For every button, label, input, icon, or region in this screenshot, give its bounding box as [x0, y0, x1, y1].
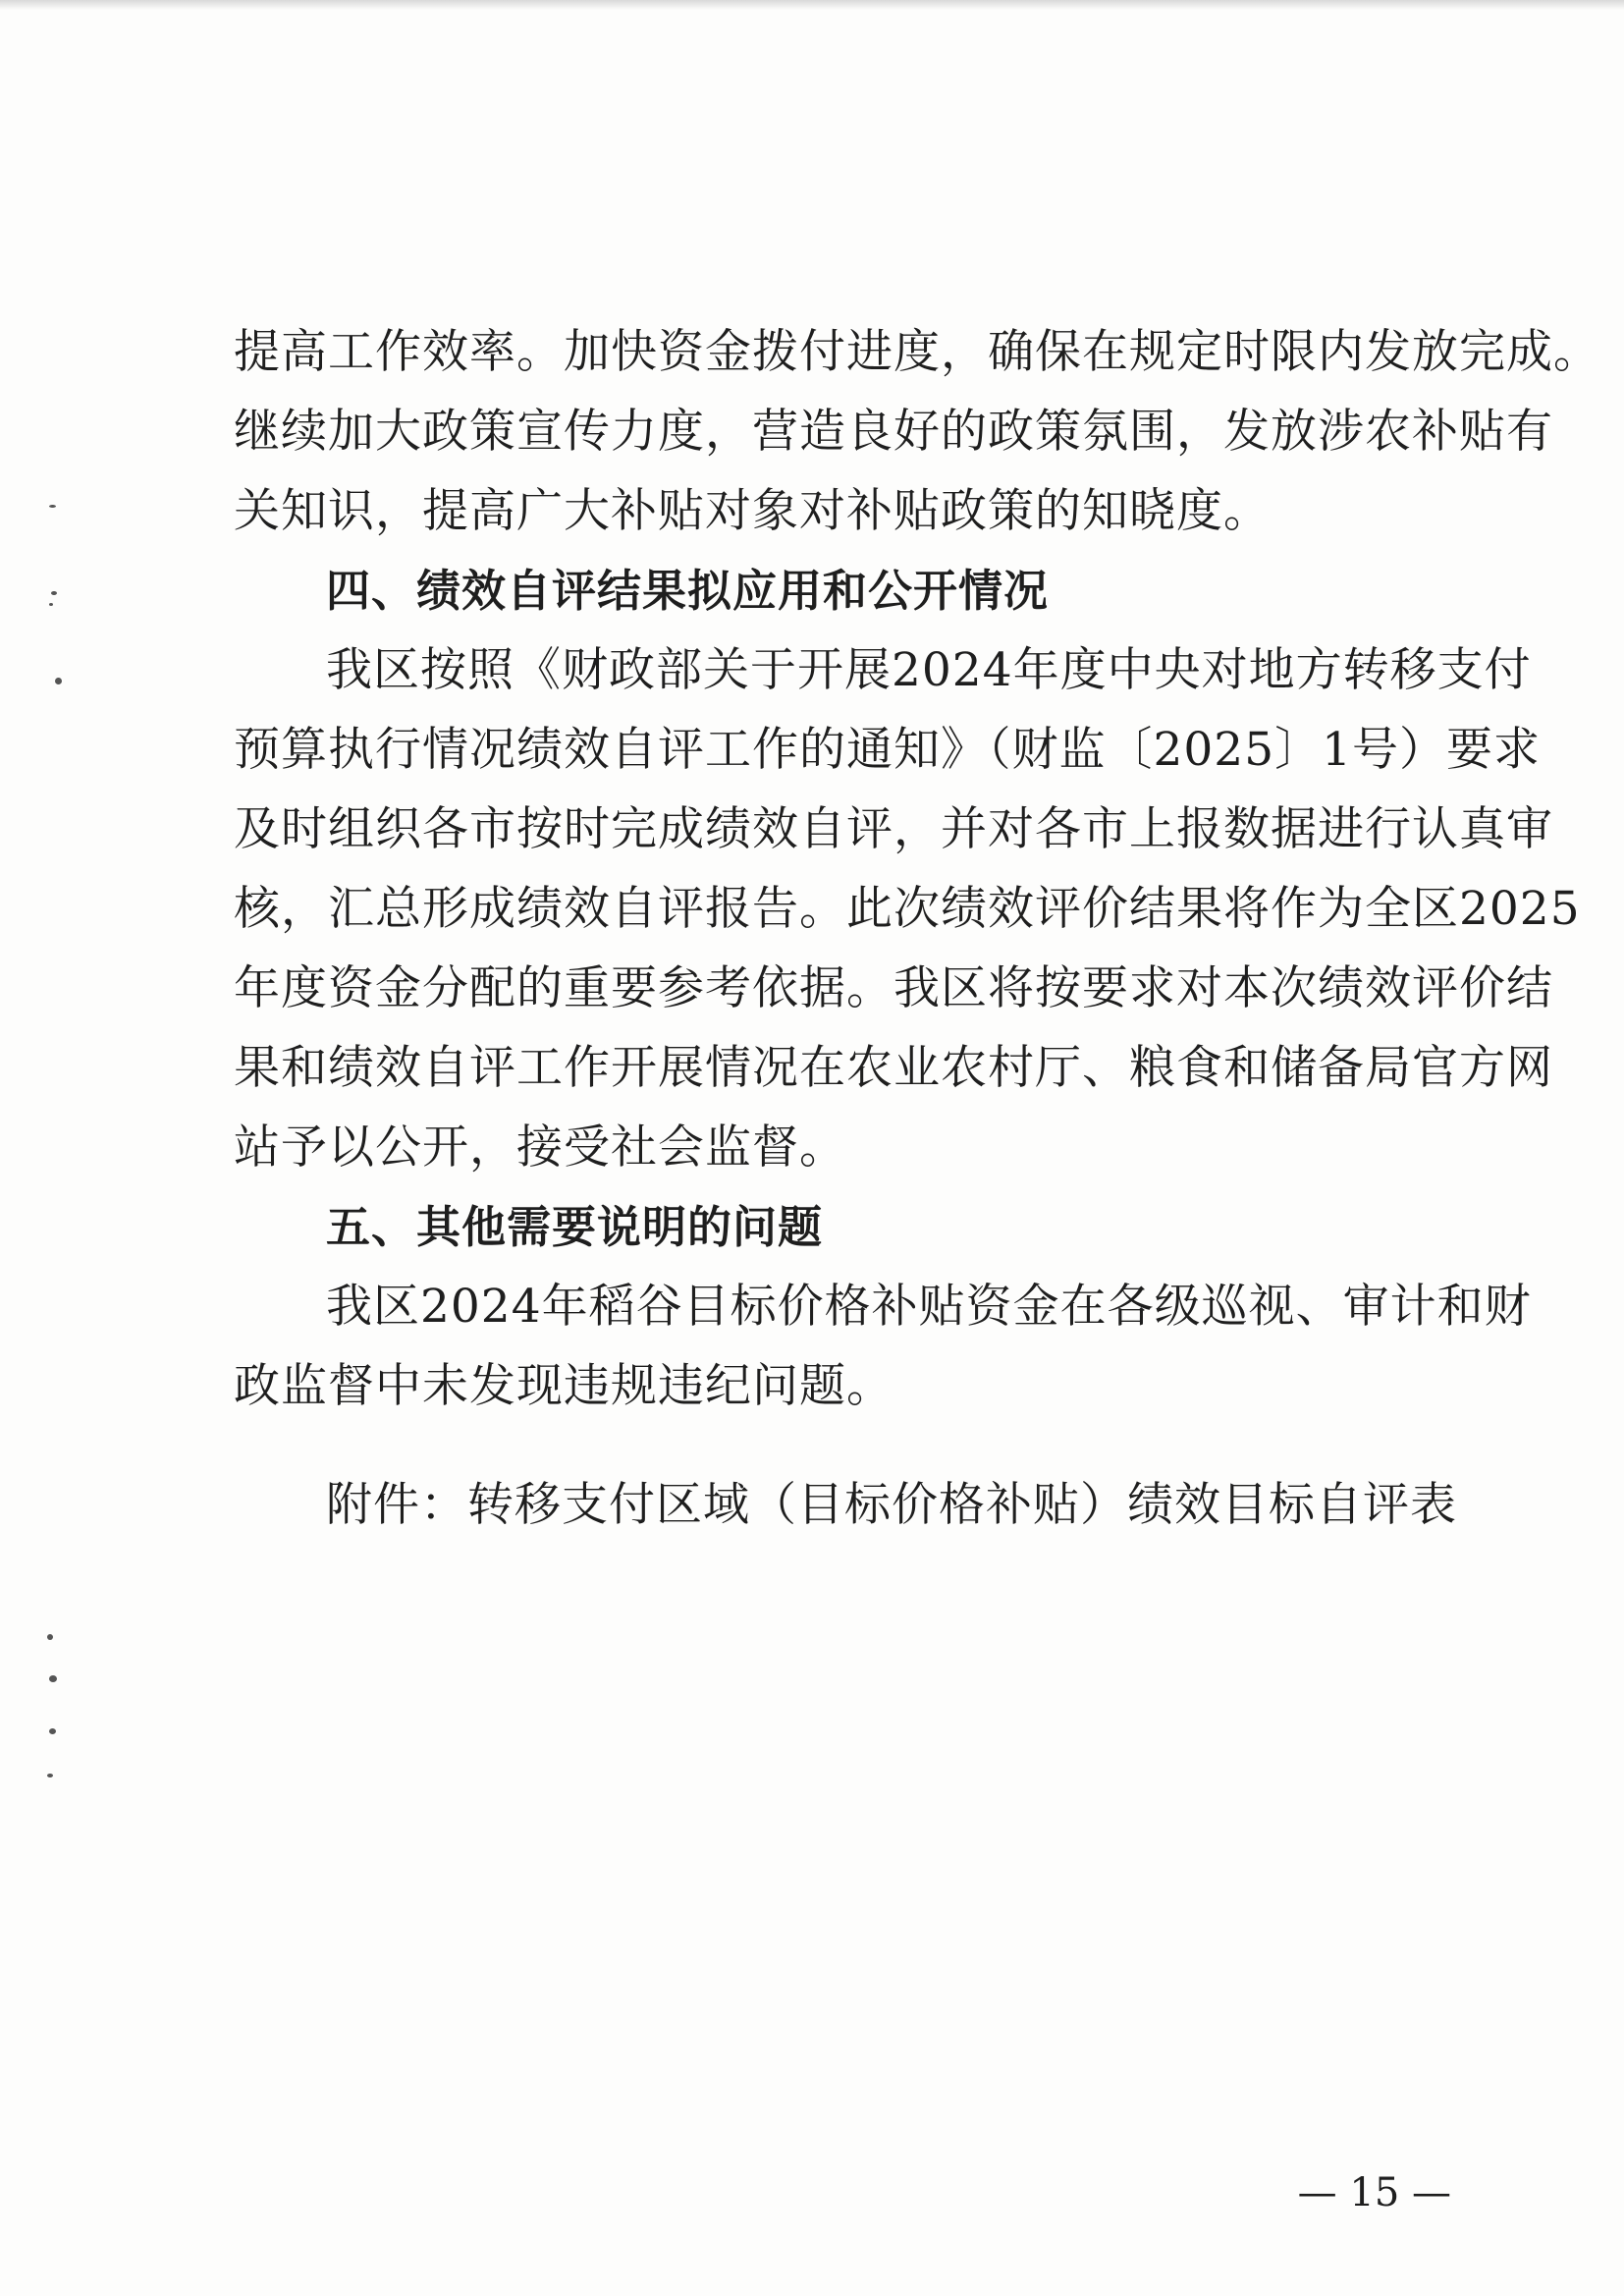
text-line: 果和绩效自评工作开展情况在农业农村厅、粮食和储备局官方网	[234, 1041, 1553, 1095]
scan-speck	[47, 1634, 53, 1640]
text-line: 政监督中未发现违规违纪问题。	[234, 1359, 893, 1413]
text-line: 及时组织各市按时完成绩效自评，并对各市上报数据进行认真审	[234, 802, 1553, 856]
scan-speck	[49, 1675, 57, 1682]
text-line: 站予以公开，接受社会监督。	[234, 1121, 846, 1175]
scan-top-edge	[0, 0, 1624, 10]
scan-speck	[51, 591, 57, 595]
scan-speck	[49, 1728, 56, 1734]
attachment-note: 附件：转移支付区域（目标价格补贴）绩效目标自评表	[326, 1478, 1457, 1532]
text-line: 提高工作效率。加快资金拨付进度，确保在规定时限内发放完成。	[234, 325, 1600, 379]
text-line: 年度资金分配的重要参考依据。我区将按要求对本次绩效评价结	[234, 961, 1553, 1015]
section-heading-5: 五、其他需要说明的问题	[326, 1201, 824, 1253]
scan-speck	[55, 678, 62, 684]
scan-speck	[47, 1774, 53, 1777]
text-line: 关知识，提高广大补贴对象对补贴政策的知晓度。	[234, 484, 1271, 538]
text-line: 我区按照《财政部关于开展2024年度中央对地方转移支付	[326, 643, 1532, 697]
text-line: 核，汇总形成绩效自评报告。此次绩效评价结果将作为全区2025	[234, 882, 1581, 936]
section-heading-4: 四、绩效自评结果拟应用和公开情况	[326, 565, 1050, 617]
text-line: 继续加大政策宣传力度，营造良好的政策氛围，发放涉农补贴有	[234, 405, 1553, 459]
document-body	[234, 312, 1600, 1545]
page-number: — 15 —	[1297, 2170, 1451, 2215]
scan-speck	[49, 603, 53, 606]
scan-speck	[49, 505, 56, 508]
paragraph-1	[234, 312, 1600, 551]
section-4-paragraph	[234, 630, 1581, 1187]
section-5-paragraph	[234, 1267, 1532, 1426]
text-line: 预算执行情况绩效自评工作的通知》（财监〔2025〕1号）要求	[234, 723, 1542, 777]
text-line: 我区2024年稻谷目标价格补贴资金在各级巡视、审计和财	[326, 1280, 1532, 1334]
